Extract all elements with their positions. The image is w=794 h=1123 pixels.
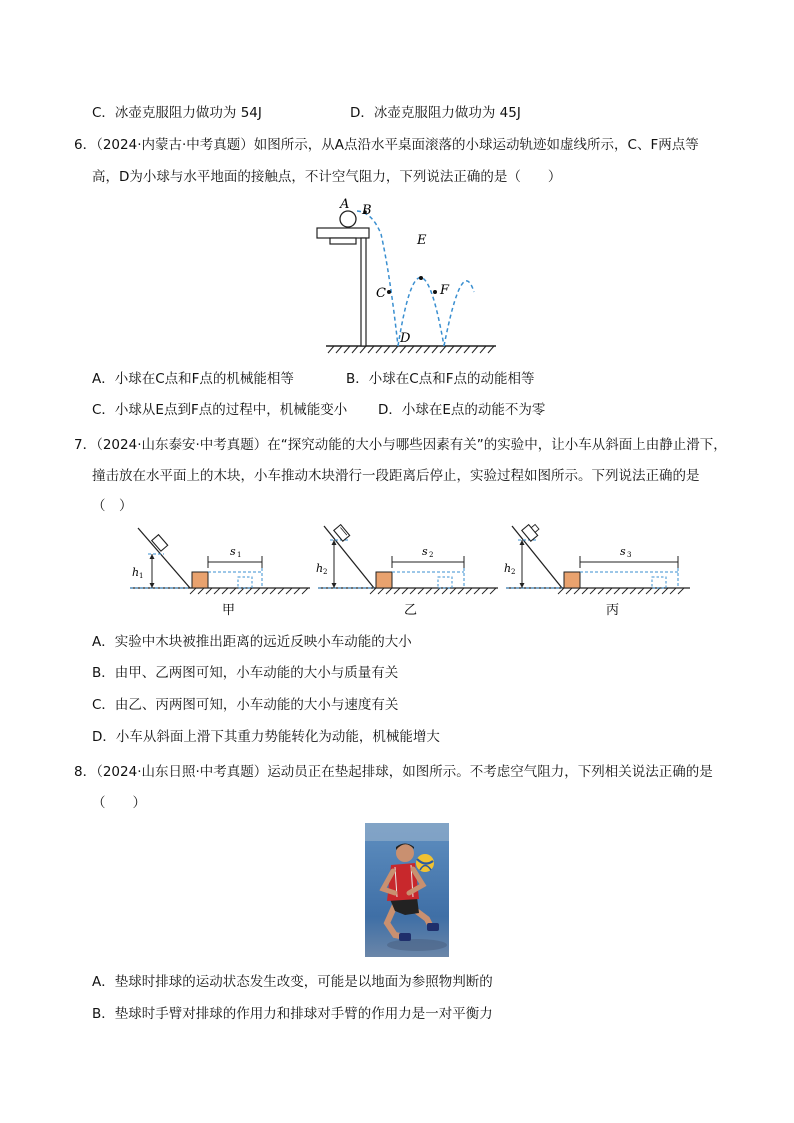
q7-stem-line2: 撞击放在水平面上的木块，小车推动木块滑行一段距离后停止，实验过程如图所示。下列说法正确的是: [92, 468, 700, 484]
label-s2: s: [422, 545, 428, 558]
caption-bing: 丙: [606, 603, 620, 618]
q7-option-a: A．实验中木块被推出距离的远近反映小车动能的大小: [92, 634, 412, 650]
q5-option-c: C．冰壶克服阻力做功为 54J: [92, 105, 262, 121]
q6-stem-line1: 6．（2024·内蒙古·中考真题）如图所示，从A点沿水平桌面滚落的小球运动轨迹如虚线所示，C、F两点等: [74, 137, 699, 153]
point-e: [419, 276, 423, 280]
label-c: C: [376, 286, 386, 301]
table-ledge: [330, 238, 356, 244]
label-h1: h: [132, 566, 140, 579]
q6-option-b: B．小球在C点和F点的动能相等: [346, 371, 535, 387]
q7-option-d: D．小车从斜面上滑下其重力势能转化为动能，机械能增大: [92, 729, 440, 745]
label-f: F: [440, 283, 450, 298]
panel-yi: [316, 525, 498, 618]
caption-yi: 乙: [404, 603, 418, 618]
q6-option-c: C．小球从E点到F点的过程中，机械能变小: [92, 402, 348, 418]
caption-jia: 甲: [222, 603, 236, 618]
point-f: [433, 290, 437, 294]
q6-stem-line2: 高，D为小球与水平地面的接触点，不计空气阻力，下列说法正确的是（ ）: [92, 169, 562, 185]
label-h1-sub: 1: [139, 572, 144, 580]
q7-figure: [130, 522, 700, 620]
panel-bing: [504, 522, 690, 618]
label-s3-sub: 3: [627, 551, 632, 559]
table-leg: [361, 238, 366, 346]
label-h2-sub: 2: [323, 568, 328, 576]
label-e: E: [417, 233, 427, 248]
label-d: D: [400, 331, 411, 346]
point-c: [387, 290, 391, 294]
q6-figure: [310, 194, 510, 356]
label-s3: s: [620, 545, 626, 558]
q7-stem-line3: （ ）: [92, 498, 133, 514]
q5-option-d: D．冰壶克服阻力做功为 45J: [350, 105, 521, 121]
q7-stem-line1: 7．（2024·山东泰安·中考真题）在“探究动能的大小与哪些因素有关”的实验中，让小车从斜面上由静止滑下，: [74, 437, 727, 453]
q8-stem-line2: （ ）: [92, 795, 146, 811]
q6-option-a: A．小球在C点和F点的机械能相等: [92, 371, 294, 387]
ground-hatch: [328, 346, 494, 353]
q6-option-d: D．小球在E点的动能不为零: [378, 402, 546, 418]
table-top: [317, 228, 369, 238]
label-h2-bing: h: [504, 562, 512, 575]
q8-option-a: A．垫球时排球的运动状态发生改变，可能是以地面为参照物判断的: [92, 974, 493, 990]
label-s2-sub: 2: [429, 551, 434, 559]
label-h2: h: [316, 562, 324, 575]
q7-option-b: B．由甲、乙两图可知，小车动能的大小与质量有关: [92, 665, 399, 681]
q7-option-c: C．由乙、丙两图可知，小车动能的大小与速度有关: [92, 697, 399, 713]
label-s1-sub: 1: [237, 551, 242, 559]
panel-jia: [130, 528, 310, 618]
label-s1: s: [230, 545, 236, 558]
ball: [340, 211, 356, 227]
label-b: B: [362, 203, 372, 218]
q8-option-b: B．垫球时手臂对排球的作用力和排球对手臂的作用力是一对平衡力: [92, 1006, 493, 1022]
label-h2-bing-sub: 2: [511, 568, 516, 576]
label-a: A: [340, 197, 350, 212]
q8-stem-line1: 8．（2024·山东日照·中考真题）运动员正在垫起排球，如图所示。不考虑空气阻力，下列相关说法正确的是: [74, 764, 713, 780]
volleyball-player-photo: [365, 823, 449, 957]
